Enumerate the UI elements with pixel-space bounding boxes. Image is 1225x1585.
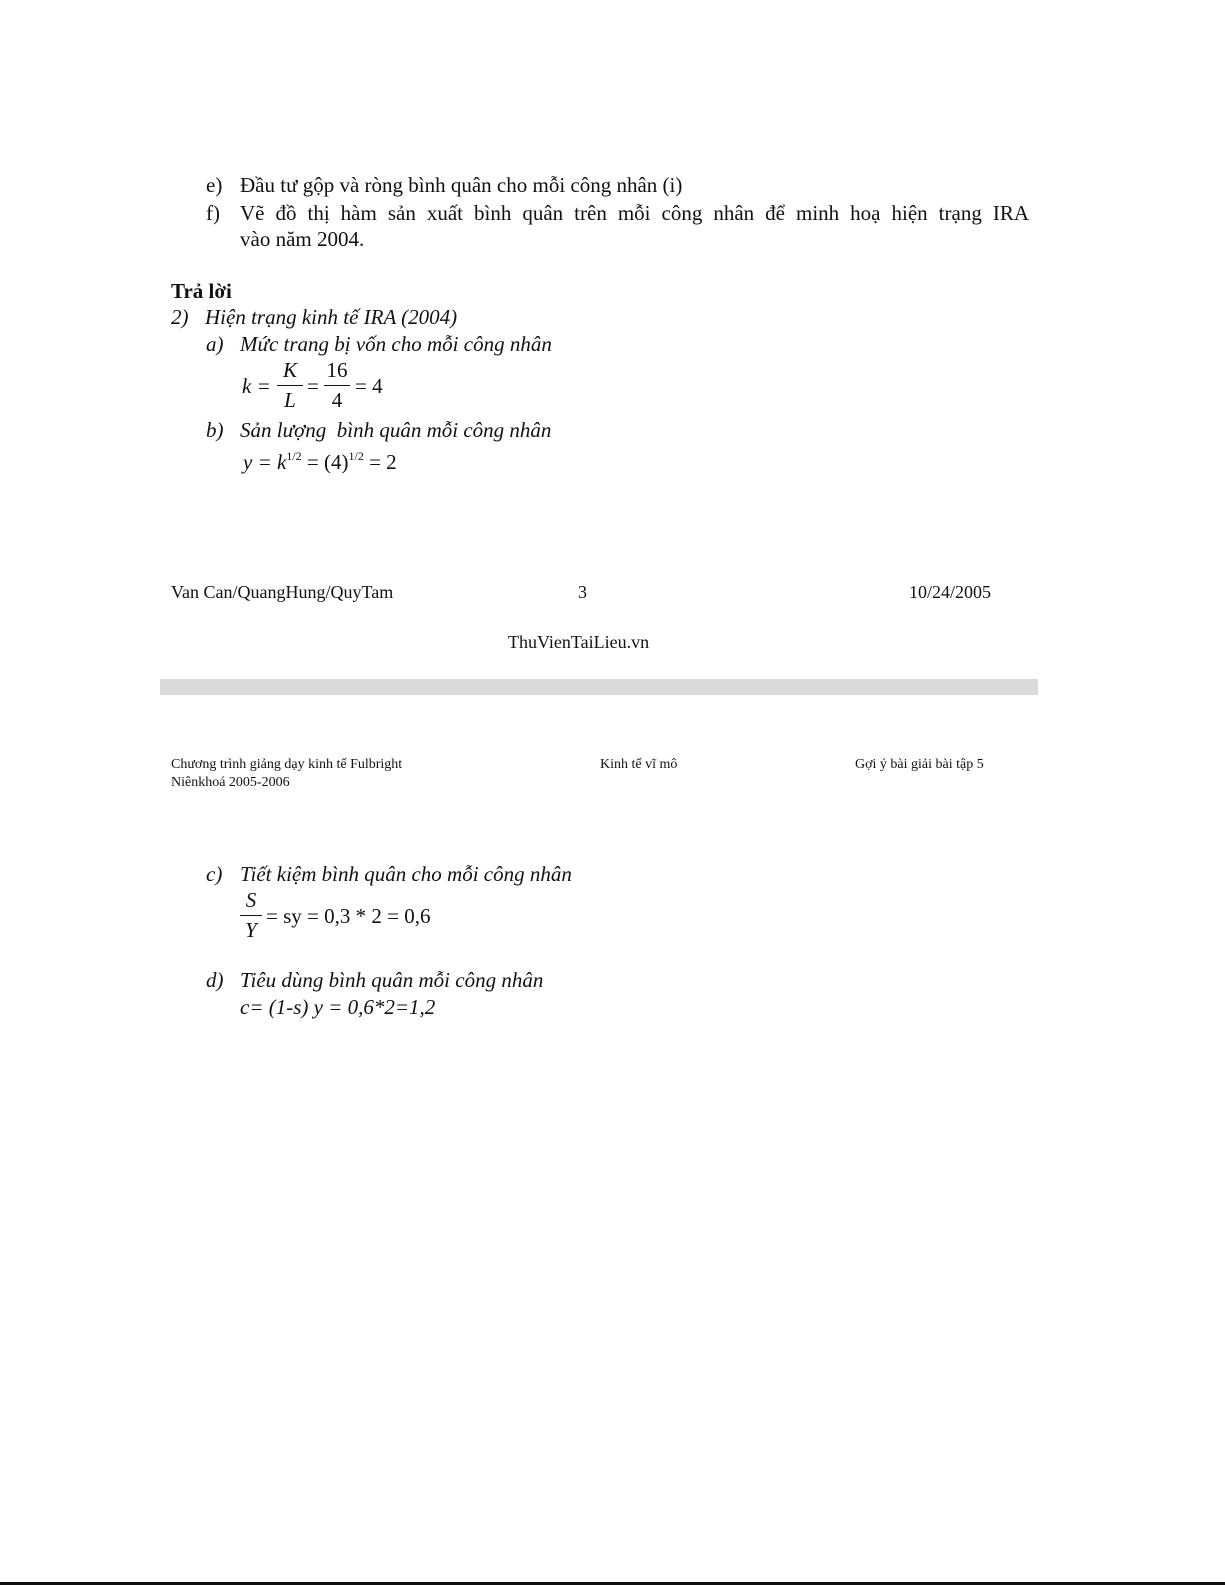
sub-d-marker: d) bbox=[206, 968, 224, 992]
eq-b-lhs: y = k bbox=[243, 450, 287, 474]
eq-a-equals: = bbox=[307, 374, 319, 398]
eq-a-den-l: L bbox=[284, 388, 296, 412]
eq-c-den-y: Y bbox=[245, 918, 257, 942]
sub-c-marker: c) bbox=[206, 862, 223, 886]
answer-heading: Trả lời bbox=[171, 279, 232, 303]
eq-c-rest: = sy = 0,3 * 2 = 0,6 bbox=[266, 904, 431, 928]
equation-output-per-worker bbox=[243, 449, 397, 475]
item-e-text: Đầu tư gộp và ròng bình quân cho mỗi công nhân (i) bbox=[240, 173, 683, 197]
eq-b-exp-2: 1/2 bbox=[348, 449, 364, 463]
eq-c-num-s: S bbox=[245, 888, 257, 912]
page-separator bbox=[160, 679, 1038, 695]
eq-a-num-16: 16 bbox=[326, 358, 348, 382]
watermark-text: ThuVienTaiLieu.vn bbox=[508, 632, 650, 652]
sub-b-title: Sản lượng bình quân mỗi công nhân bbox=[240, 418, 552, 442]
eq-a-result: = 4 bbox=[355, 374, 383, 398]
eq-a-den-4: 4 bbox=[331, 388, 343, 412]
header-academic-year: Niênkhoá 2005-2006 bbox=[171, 775, 290, 790]
item-f-line1: Vẽ đồ thị hàm sản xuất bình quân trên mỗi công nhân để minh hoạ hiện trạng IRA bbox=[240, 201, 1029, 225]
eq-a-fraction-kl bbox=[277, 360, 303, 411]
eq-c-fraction-sy bbox=[240, 890, 262, 941]
eq-a-fraction-16-4 bbox=[324, 360, 350, 411]
footer-date: 10/24/2005 bbox=[909, 582, 992, 602]
eq-b-mid: = (4) bbox=[301, 450, 349, 474]
footer-page-number: 3 bbox=[578, 582, 587, 602]
sub-c-title: Tiết kiệm bình quân cho mỗi công nhân bbox=[240, 862, 572, 886]
header-assignment: Gợi ý bài giải bài tập 5 bbox=[855, 757, 984, 772]
eq-a-num-k: K bbox=[282, 358, 297, 382]
eq-b-result: = 2 bbox=[363, 450, 397, 474]
sub-d-title: Tiêu dùng bình quân mỗi công nhân bbox=[240, 968, 544, 992]
header-course: Kinh tế vĩ mô bbox=[600, 757, 678, 772]
item-f-marker: f) bbox=[206, 201, 220, 225]
section-2-marker: 2) bbox=[171, 305, 189, 329]
section-2-title: Hiện trạng kinh tế IRA (2004) bbox=[205, 305, 458, 329]
eq-a-lhs: k = bbox=[242, 374, 271, 398]
sub-a-title: Mức trang bị vốn cho mỗi công nhân bbox=[240, 332, 552, 356]
item-e-marker: e) bbox=[206, 173, 223, 197]
item-f-line2: vào năm 2004. bbox=[240, 227, 365, 251]
eq-b-exp-1: 1/2 bbox=[286, 449, 302, 463]
footer-authors: Van Can/QuangHung/QuyTam bbox=[171, 582, 394, 602]
header-program: Chương trình giảng dạy kinh tế Fulbright bbox=[171, 757, 403, 772]
sub-a-marker: a) bbox=[206, 332, 224, 356]
sub-b-marker: b) bbox=[206, 418, 224, 442]
equation-consumption-per-worker: c= (1-s) y = 0,6*2=1,2 bbox=[240, 995, 436, 1019]
